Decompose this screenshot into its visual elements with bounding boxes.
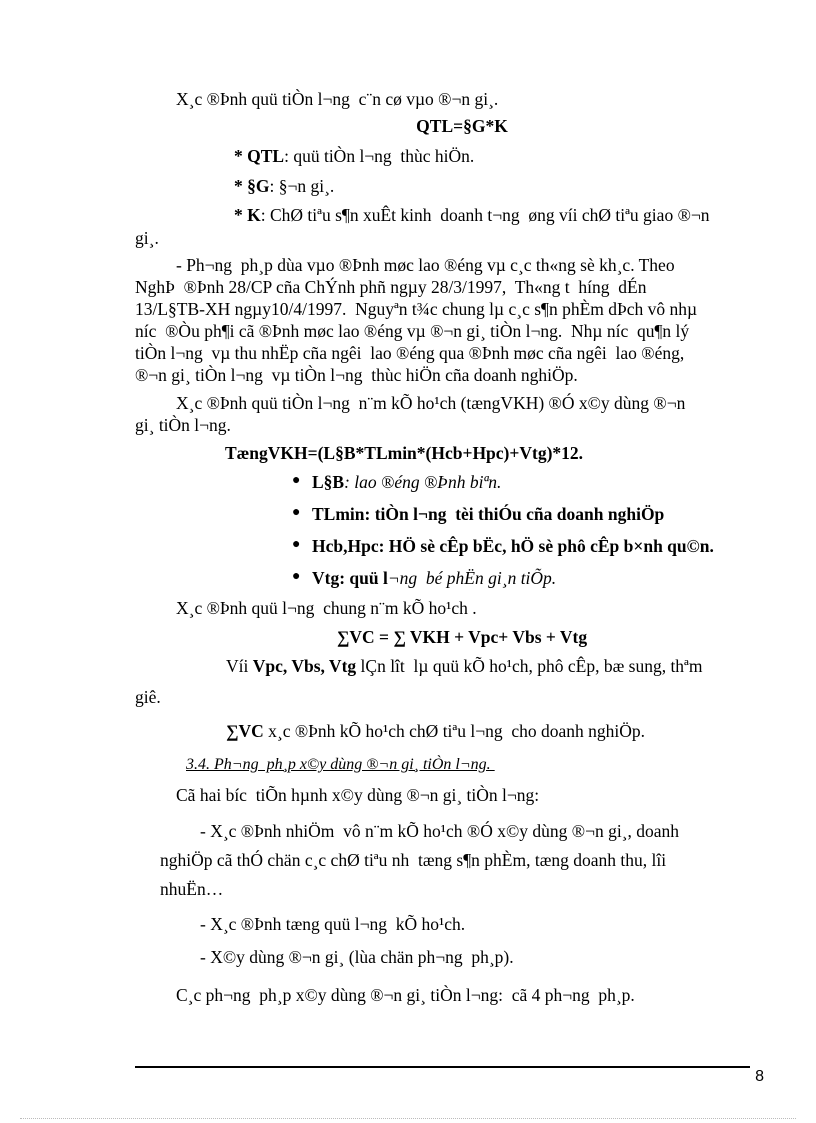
def-text: : quü tiÒn l¬ng thùc hiÖn.	[284, 146, 475, 166]
bullet-item: Hcb,Hpc: HÖ sè cÊp bËc, hÖ sè phô cÊp b×nh qu©n.	[312, 536, 714, 556]
section-heading: 3.4. Ph¬ng ph¸p x©y dùng ®¬n gi¸ tiÒn l¬ng.	[186, 756, 495, 773]
page-number: 8	[755, 1068, 764, 1085]
bullet-item	[312, 471, 501, 493]
text-line	[226, 655, 703, 677]
text-span: Víi	[226, 656, 253, 676]
bullet-icon: ●	[292, 537, 301, 552]
def-label: * K	[234, 205, 261, 225]
text-line: X¸c ®Þnh quü tiÒn l¬ng c¨n cø vµo ®¬n gi¸.	[176, 89, 499, 109]
text-line: - X©y dùng ®¬n gi¸ (lùa chän ph¬ng ph¸p).	[200, 947, 514, 967]
formula-sigma-vc: ∑VC = ∑ VKH + Vpc+ Vbs + Vtg	[336, 627, 588, 647]
bullet-icon: ●	[292, 505, 301, 520]
formula-qtl: QTL=§G*K	[416, 116, 508, 136]
text-line: C¸c ph¬ng ph¸p x©y dùng ®¬n gi¸ tiÒn l¬ng: cã 4 ph¬ng ph¸p.	[176, 985, 635, 1005]
definition-dg	[234, 175, 334, 197]
text-line: - Ph¬ng ph¸p dùa vµo ®Þnh møc lao ®éng vµ c¸c th«ng sè kh¸c. Theo	[176, 255, 675, 275]
text-line: - X¸c ®Þnh nhiÖm vô n¨m kÕ ho¹ch ®Ó x©y dùng ®¬n gi¸, doanh	[200, 821, 680, 841]
text-line: tiÒn l¬ng vµ thu nhËp cña ngêi lao ®éng qua ®Þnh møc cña ngêi lao ®éng,	[135, 343, 685, 363]
text-line: 13/L§TB-XH ngµy10/4/1997. Nguyªn t¾c chung lµ c¸c s¶n phÈm dÞch vô nhµ	[135, 299, 698, 319]
def-label: * §G	[234, 176, 270, 196]
text-line: giê.	[135, 687, 161, 707]
formula-tongvkh: TængVKH=(L§B*TLmin*(Hcb+Hpc)+Vtg)*12.	[224, 443, 584, 463]
text-line: X¸c ®Þnh quü l¬ng chung n¨m kÕ ho¹ch .	[176, 598, 477, 618]
text-line: NghÞ ®Þnh 28/CP cña ChÝnh phñ ngµy 28/3/1997, Th«ng t híng dÉn	[135, 277, 647, 297]
footer-rule	[135, 1066, 750, 1068]
text-line: Cã hai bíc tiÕn hµnh x©y dùng ®¬n gi¸ tiÒn l¬ng:	[176, 785, 540, 805]
text-line: X¸c ®Þnh quü tiÒn l¬ng n¨m kÕ ho¹ch (tængVKH) ®Ó x©y dùng ®¬n	[176, 393, 686, 413]
text-bold: ∑VC	[226, 721, 264, 741]
text-line: - X¸c ®Þnh tæng quü l¬ng kÕ ho¹ch.	[200, 914, 466, 934]
bullet-item: TLmin: tiÒn l¬ng tèi thiÓu cña doanh nghiÖp	[312, 504, 665, 524]
text-line: gi¸ tiÒn l¬ng.	[135, 415, 231, 435]
bullet-text: : lao ®éng ®Þnh biªn.	[344, 472, 502, 492]
bullet-item	[312, 567, 556, 589]
def-text: : §¬n gi¸.	[269, 176, 335, 196]
def-text: : ChØ tiªu s¶n xuÊt kinh doanh t¬ng øng víi chØ tiªu giao ®¬n	[260, 205, 710, 225]
bullet-icon: ●	[292, 473, 301, 488]
text-span: lÇn lît lµ quü kÕ ho¹ch, phô cÊp, bæ sung, thªm	[356, 656, 703, 676]
bullet-label: L§B	[312, 472, 345, 492]
text-line: nghiÖp cã thÓ chän c¸c chØ tiªu nh tæng s¶n phÈm, tæng doanh thu, lîi	[160, 850, 667, 870]
bullet-icon: ●	[292, 569, 301, 584]
text-bold: Vpc, Vbs, Vtg	[252, 656, 357, 676]
definition-k	[234, 204, 709, 226]
text-line: níc ®Òu ph¶i cã ®Þnh møc lao ®éng vµ ®¬n gi¸ tiÒn l¬ng. Nhµ níc qu¶n lý	[135, 321, 690, 341]
text-line: nhuËn…	[160, 879, 224, 899]
text-line: gi¸.	[135, 228, 159, 248]
bullet-text: ¬ng bé phËn gi¸n tiÕp.	[387, 568, 557, 588]
def-label: * QTL	[234, 146, 285, 166]
text-line: ®¬n gi¸ tiÒn l¬ng vµ tiÒn l¬ng thùc hiÖn cña doanh nghiÖp.	[135, 365, 578, 385]
text-span: x¸c ®Þnh kÕ ho¹ch chØ tiªu l¬ng cho doanh nghiÖp.	[263, 721, 646, 741]
bullet-label: Vtg: quü l	[312, 568, 388, 588]
definition-qtl	[234, 145, 474, 167]
text-line	[226, 720, 645, 742]
page-edge	[20, 1118, 796, 1119]
